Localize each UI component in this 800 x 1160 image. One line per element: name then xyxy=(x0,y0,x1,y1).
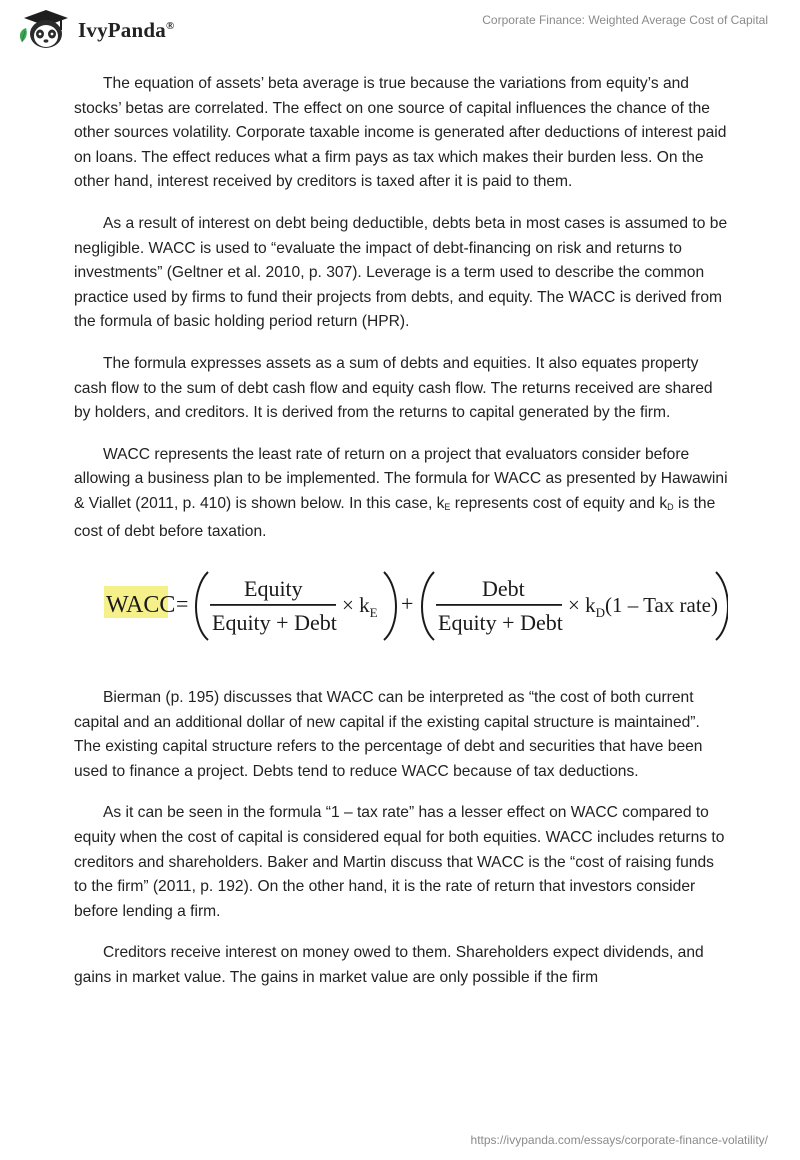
fraction2-numerator: Debt xyxy=(482,576,525,602)
panda-logo-icon xyxy=(14,8,74,52)
brand-logo[interactable] xyxy=(14,8,174,52)
paragraph-1: The equation of assets’ beta average is true because the variations from equity’s and stocks’ betas are correlated. The effect on one source of capital influences the chance of the other sources volatility. Corporate taxable income is generated after deductions of interest paid on loans. The effect reduces what a firm pays as tax which makes their burden less. On the other hand, interest received by creditors is taxed after it is paid to them. xyxy=(74,75,727,191)
formula-equals: = xyxy=(176,591,189,617)
fraction2-denominator: Equity + Debt xyxy=(438,610,563,636)
wacc-formula-image xyxy=(74,564,728,646)
fraction1-numerator: Equity xyxy=(244,576,303,602)
paragraph-6: As it can be seen in the formula “1 – tax rate” has a lesser effect on WACC compared to equity when the cost of capital is considered equal for both equities. WACC includes returns to creditors and shareholders. Baker and Martin discuss that WACC is the “cost of raising funds to the firm” (2011, p. 192). On the other hand, it is the rate of return that investors consider before lending a firm. xyxy=(74,804,725,920)
brand-name: IvyPanda® xyxy=(78,17,175,42)
wacc-formula xyxy=(104,564,728,644)
times-kd: × $k_D(1$ – Tax rate) xyxy=(568,593,718,621)
paragraph-5: Bierman (p. 195) discusses that WACC can be interpreted as “the cost of both current capital and an additional dollar of new capital if the existing capital structure is maintained”. The existing capital structure refers to the percentage of debt and securities that have been used to finance a project. Debts tend to reduce WACC because of tax deductions. xyxy=(74,689,703,780)
paragraph-3: The formula expresses assets as a sum of debts and equities. It also equates property cash flow to the sum of debt cash flow and equity cash flow. The returns received are shared by holders, and creditors. It is derived from the returns to capital generated by the firm. xyxy=(74,354,713,422)
document-title: Corporate Finance: Weighted Average Cost of Capital xyxy=(482,13,768,27)
formula-lhs: WACC xyxy=(106,592,176,619)
paragraph-2: As a result of interest on debt being deductible, debts beta in most cases is assumed to be negligible. WACC is used to “evaluate the impact of debt-financing on risk and returns to investments” (Geltner et al. 2010, p. 307). Leverage is a term used to describe the common practice used by firms to fund their projects from debts, and equity. The WACC is derived from the formula of basic holding period return (HPR). xyxy=(74,214,728,331)
page-header xyxy=(0,0,800,60)
fraction1-denominator: Equity + Debt xyxy=(212,610,337,636)
paragraph-4: WACC represents the least rate of return on a project that evaluators consider before allowing a business plan to be implemented. The formula for WACC as presented by Hawawini & Viallet (2011, p. 410) is shown below. In this case, $k_E$ represents cost of equity and $k_D$ is the cost of debt before taxation. xyxy=(74,445,728,540)
paragraph-7: Creditors receive interest on money owed to them. Shareholders expect dividends, and gains in market value. The gains in market value are only possible if the firm xyxy=(74,944,704,987)
article-body xyxy=(74,72,728,1008)
source-url-link[interactable]: https://ivypanda.com/essays/corporate-finance-volatility/ xyxy=(470,1133,768,1147)
times-ke: × $k_E$ xyxy=(342,593,378,621)
formula-plus: + xyxy=(401,591,414,617)
